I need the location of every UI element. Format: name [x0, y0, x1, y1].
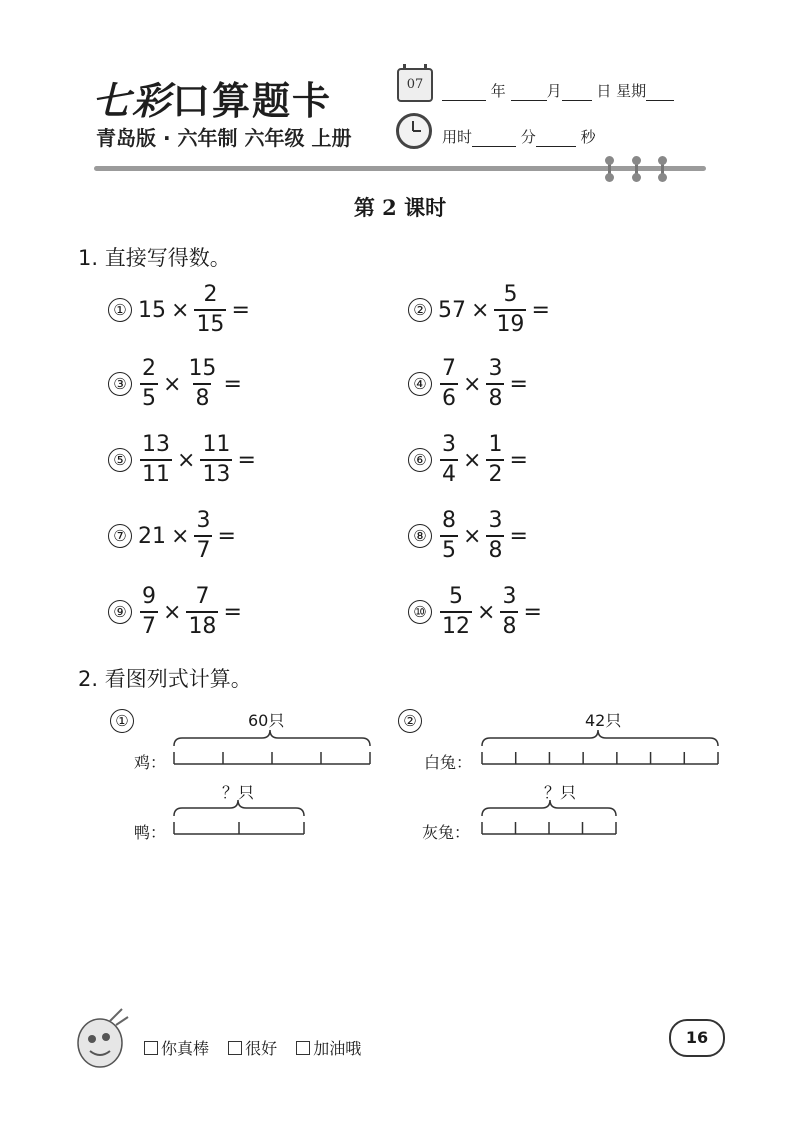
- fraction: [194, 510, 212, 562]
- equation-item: [408, 584, 545, 640]
- checkbox-icon[interactable]: [296, 1041, 310, 1055]
- diagram-1-row2-brace: [174, 800, 304, 816]
- diagram-2-row2-total: ？只: [544, 783, 577, 802]
- times-sign: ×: [463, 523, 482, 549]
- equals-sign: =: [223, 599, 242, 625]
- binder-ring-icon: [608, 158, 611, 180]
- equation-item: [408, 356, 531, 412]
- fraction: [486, 434, 504, 486]
- diagram-2-top-brace: [482, 730, 718, 746]
- fraction: [186, 358, 218, 410]
- header-divider: [94, 166, 706, 171]
- equation-number: ⑤: [108, 448, 132, 472]
- edition-subtitle: 青岛版 · 六年制 六年级 上册: [96, 126, 352, 150]
- weekday-label: 星期: [616, 82, 647, 100]
- question-2-title: 2. 看图列式计算。: [78, 667, 252, 691]
- whole-number: 57: [438, 297, 466, 323]
- time-used-label: 用时: [442, 128, 473, 146]
- equation-number: ⑩: [408, 600, 432, 624]
- rating-options: [144, 1036, 361, 1059]
- diagram-2-top-total: 42只: [585, 711, 622, 730]
- equation-item: [408, 508, 531, 564]
- month-label: 月: [546, 82, 562, 100]
- fraction: [200, 434, 232, 486]
- diagram-2-row2-bar: [478, 800, 638, 845]
- page-number: 16: [669, 1019, 725, 1057]
- diagram-1-row2-total: ？只: [222, 783, 255, 802]
- denominator: 8: [500, 611, 518, 638]
- fraction: [500, 586, 518, 638]
- times-sign: ×: [163, 371, 182, 397]
- equals-sign: =: [217, 523, 236, 549]
- question-1-title: 1. 直接写得数。: [78, 246, 231, 270]
- day-label: 日: [596, 82, 612, 100]
- diagram-1-row1-bar: [170, 730, 380, 775]
- fraction: [440, 510, 458, 562]
- numerator: 9: [142, 584, 156, 609]
- rating-option[interactable]: [296, 1039, 361, 1058]
- equation-number: ⑥: [408, 448, 432, 472]
- equals-sign: =: [231, 297, 250, 323]
- rating-option-label: 很好: [245, 1039, 278, 1058]
- denominator: 6: [440, 383, 458, 410]
- diagram-1-row1-segments: [174, 752, 370, 764]
- denominator: 13: [200, 459, 232, 486]
- equation-item: [108, 584, 245, 640]
- numerator: 1: [488, 432, 503, 457]
- numerator: 7: [195, 584, 210, 609]
- numerator: 3: [502, 584, 517, 609]
- equation-number: ⑧: [408, 524, 432, 548]
- clock-icon: [396, 113, 432, 149]
- equals-sign: =: [223, 371, 242, 397]
- numerator: 7: [442, 356, 456, 381]
- times-sign: ×: [463, 447, 482, 473]
- time-line: [442, 126, 596, 147]
- numerator: 13: [142, 432, 170, 457]
- equation-item: [108, 282, 253, 338]
- numerator: 3: [488, 356, 503, 381]
- times-sign: ×: [471, 297, 490, 323]
- diagram-1-no: ①: [110, 709, 134, 733]
- denominator: 19: [494, 309, 526, 336]
- year-label: 年: [490, 82, 506, 100]
- numerator: 5: [503, 282, 518, 307]
- denominator: 12: [440, 611, 472, 638]
- times-sign: ×: [177, 447, 196, 473]
- fraction: [140, 434, 172, 486]
- diagram-1-row2-label: 鸭：: [134, 823, 167, 842]
- denominator: 8: [486, 535, 504, 562]
- equation-number: ⑦: [108, 524, 132, 548]
- equation-number: ①: [108, 298, 132, 322]
- denominator: 7: [194, 535, 212, 562]
- fraction: [440, 586, 472, 638]
- mascot-icon: [70, 1005, 132, 1071]
- rating-option[interactable]: [144, 1039, 209, 1058]
- binder-ring-icon: [661, 158, 664, 180]
- denominator: 5: [140, 383, 158, 410]
- calendar-icon-text: 07: [406, 77, 424, 92]
- equals-sign: =: [509, 523, 528, 549]
- diagram-2-no: ②: [398, 709, 422, 733]
- diagram-2-row2-label: 灰兔：: [422, 823, 471, 842]
- brand-first: 七彩: [92, 78, 173, 123]
- times-sign: ×: [163, 599, 182, 625]
- whole-number: 15: [138, 297, 166, 323]
- denominator: 4: [440, 459, 458, 486]
- equals-sign: =: [509, 371, 528, 397]
- numerator: 8: [442, 508, 456, 533]
- denominator: 2: [486, 459, 504, 486]
- numerator: 15: [188, 356, 217, 381]
- minute-blank[interactable]: [472, 131, 516, 147]
- diagram-2-row2-segments: [482, 822, 616, 834]
- equation-item: [408, 282, 553, 338]
- equals-sign: =: [531, 297, 550, 323]
- equation-item: [408, 432, 531, 488]
- denominator: 7: [140, 611, 158, 638]
- diagram-1-top-brace: [174, 730, 370, 746]
- brand-logo: [92, 70, 332, 125]
- diagram-2-row2-brace: [482, 800, 616, 816]
- rating-option[interactable]: [228, 1039, 277, 1058]
- brand-rest: 口算题卡: [172, 78, 333, 123]
- numerator: 11: [202, 432, 231, 457]
- equals-sign: =: [509, 447, 528, 473]
- second-label: 秒: [580, 128, 596, 146]
- date-line: [442, 80, 674, 101]
- denominator: 5: [440, 535, 458, 562]
- diagram-1-row1-label: 鸡：: [134, 753, 167, 772]
- day-blank[interactable]: [562, 85, 592, 101]
- times-sign: ×: [463, 371, 482, 397]
- minute-label: 分: [520, 128, 536, 146]
- times-sign: ×: [171, 523, 190, 549]
- denominator: 8: [486, 383, 504, 410]
- numerator: 2: [203, 282, 218, 307]
- numerator: 3: [196, 508, 211, 533]
- rating-option-label: 加油哦: [313, 1039, 362, 1058]
- fraction: [486, 358, 504, 410]
- numerator: 5: [449, 584, 463, 609]
- fraction: [494, 284, 526, 336]
- checkbox-icon[interactable]: [228, 1041, 242, 1055]
- rating-option-label: 你真棒: [161, 1039, 210, 1058]
- equation-number: ⑨: [108, 600, 132, 624]
- second-blank[interactable]: [536, 131, 576, 147]
- equation-number: ④: [408, 372, 432, 396]
- numerator: 3: [488, 508, 503, 533]
- denominator: 8: [193, 383, 211, 410]
- diagram-1-row2-bar: [170, 800, 320, 845]
- equation-item: [108, 432, 259, 488]
- diagram-2-row1-segments: [482, 752, 718, 764]
- times-sign: ×: [477, 599, 496, 625]
- denominator: 15: [194, 309, 226, 336]
- diagram-1-top-total: 60只: [248, 711, 285, 730]
- equation-number: ②: [408, 298, 432, 322]
- numerator: 2: [142, 356, 156, 381]
- checkbox-icon[interactable]: [144, 1041, 158, 1055]
- diagram-1-row2-segments: [174, 822, 304, 834]
- fraction: [440, 434, 458, 486]
- month-blank[interactable]: [511, 85, 547, 101]
- numerator: 3: [442, 432, 456, 457]
- equation-item: [108, 356, 245, 412]
- binder-ring-icon: [635, 158, 638, 180]
- diagram-2-row1-label: 白兔：: [424, 753, 473, 772]
- lesson-title: 第 2 课时: [353, 195, 447, 220]
- equals-sign: =: [523, 599, 542, 625]
- fraction: [140, 358, 158, 410]
- denominator: 11: [140, 459, 172, 486]
- year-blank[interactable]: [442, 85, 486, 101]
- denominator: 18: [186, 611, 218, 638]
- fraction: [486, 510, 504, 562]
- weekday-blank[interactable]: [646, 85, 674, 101]
- diagram-2-row1-bar: [478, 730, 728, 775]
- equation-number: ③: [108, 372, 132, 396]
- fraction: [140, 586, 158, 638]
- diagram-1-number: [110, 707, 140, 733]
- times-sign: ×: [171, 297, 190, 323]
- diagram-2-number: [398, 707, 428, 733]
- calendar-icon: [397, 68, 433, 102]
- equation-item: [108, 508, 239, 564]
- fraction: [440, 358, 458, 410]
- whole-number: 21: [138, 523, 166, 549]
- fraction: [194, 284, 226, 336]
- fraction: [186, 586, 218, 638]
- equals-sign: =: [237, 447, 256, 473]
